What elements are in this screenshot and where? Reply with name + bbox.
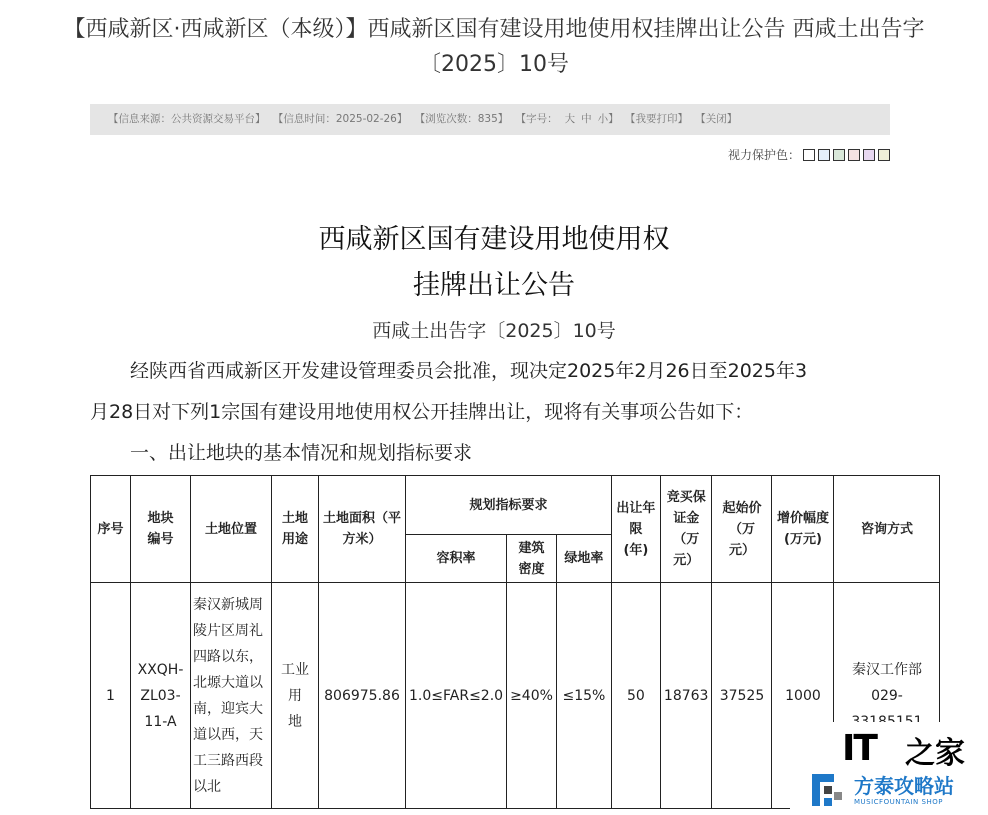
page-title-line2: 〔2025〕10号 — [419, 52, 569, 77]
header-green: 绿地率 — [556, 535, 611, 583]
doc-heading-line1: 西咸新区国有建设用地使用权 — [318, 224, 670, 255]
font-size-medium-link[interactable]: 中 — [581, 113, 592, 125]
cell-contact: 秦汉工作部 029- — [834, 583, 940, 809]
info-bar — [90, 104, 890, 135]
color-swatch-pink[interactable] — [848, 149, 860, 161]
page-title — [10, 12, 978, 82]
print-link[interactable]: 【我要打印】 — [624, 113, 688, 125]
font-size-label: 【字号： — [515, 113, 558, 125]
cell-seq: 1 — [91, 583, 131, 809]
header-deposit: 竞买保 证金 （万 元） — [660, 476, 712, 583]
cell-use: 工业用 地 — [272, 583, 319, 809]
header-use: 土地 用途 — [272, 476, 319, 583]
cell-far: 1.0≤FAR≤2.0 — [406, 583, 507, 809]
eye-protection-color-picker — [728, 146, 890, 163]
cell-area: 806975.86 — [319, 583, 406, 809]
cell-location: 秦汉新城周 陵片区周礼 四路以东， 北塬大道以 南，迎宾大 道以西，天 工三路西段 以北 — [191, 583, 272, 809]
header-term: 出让年 限 (年) — [611, 476, 660, 583]
close-link[interactable]: 【关闭】 — [695, 113, 738, 125]
header-contact: 咨询方式 — [834, 476, 940, 583]
cell-start-price: 37525 — [712, 583, 772, 809]
page-title-line1: 【西咸新区·西咸新区（本级）】西咸新区国有建设用地使用权挂牌出让公告 西咸土出告字 — [63, 17, 925, 42]
color-swatch-yellow[interactable] — [878, 149, 890, 161]
watermark-it-text: IT — [842, 728, 876, 769]
header-far: 容积率 — [406, 535, 507, 583]
cell-density: ≥40% — [507, 583, 557, 809]
doc-heading-line2: 挂牌出让公告 — [413, 270, 575, 301]
watermark-site-name: 方泰攻略站 — [854, 774, 954, 798]
table-header-row — [91, 476, 940, 535]
intro-paragraph-line1: 经陕西省西咸新区开发建设管理委员会批准，现决定2025年2月26日至2025年3 — [130, 360, 808, 382]
color-swatch-white[interactable] — [803, 149, 815, 161]
eye-protection-label: 视力保护色： — [727, 148, 800, 162]
font-size-large-link[interactable]: 大 — [564, 113, 576, 125]
cell-term: 50 — [611, 583, 660, 809]
info-source: 【信息来源：公共资源交易平台】 — [108, 113, 266, 125]
color-swatch-green[interactable] — [833, 149, 845, 161]
header-start-price: 起始价 （万 元） — [712, 476, 772, 583]
cell-deposit: 18763 — [660, 583, 712, 809]
info-views: 【浏览次数：835】 — [414, 113, 509, 125]
header-density: 建筑 密度 — [507, 535, 557, 583]
header-seq: 序号 — [91, 476, 131, 583]
watermark-zhi-text: 之家 — [905, 736, 965, 771]
intro-paragraph-line2: 月28日对下列1宗国有建设用地使用权公开挂牌出让，现将有关事项公告如下： — [90, 401, 754, 423]
color-swatch-blue[interactable] — [818, 149, 830, 161]
cell-increment: 1000 — [772, 583, 834, 809]
header-area: 土地面积（平 方米） — [319, 476, 406, 583]
watermark-site-subtitle: MUSICFOUNTAIN SHOP — [854, 798, 943, 806]
cell-parcel: XXQH- ZL03- 11-A — [131, 583, 191, 809]
watermark — [790, 722, 988, 815]
header-increment: 增价幅度 (万元) — [772, 476, 834, 583]
info-time: 【信息时间：2025-02-26】 — [272, 113, 408, 125]
header-planning: 规划指标要求 — [406, 476, 612, 535]
cell-green: ≤15% — [556, 583, 611, 809]
watermark-logo-icon — [810, 770, 850, 810]
font-size-small-link[interactable]: 小】 — [597, 113, 619, 125]
color-swatch-purple[interactable] — [863, 149, 875, 161]
header-location: 土地位置 — [191, 476, 272, 583]
header-parcel: 地块 编号 — [131, 476, 191, 583]
doc-number: 西咸土出告字〔2025〕10号 — [372, 320, 616, 342]
section-heading-1: 一、出让地块的基本情况和规划指标要求 — [130, 442, 473, 464]
